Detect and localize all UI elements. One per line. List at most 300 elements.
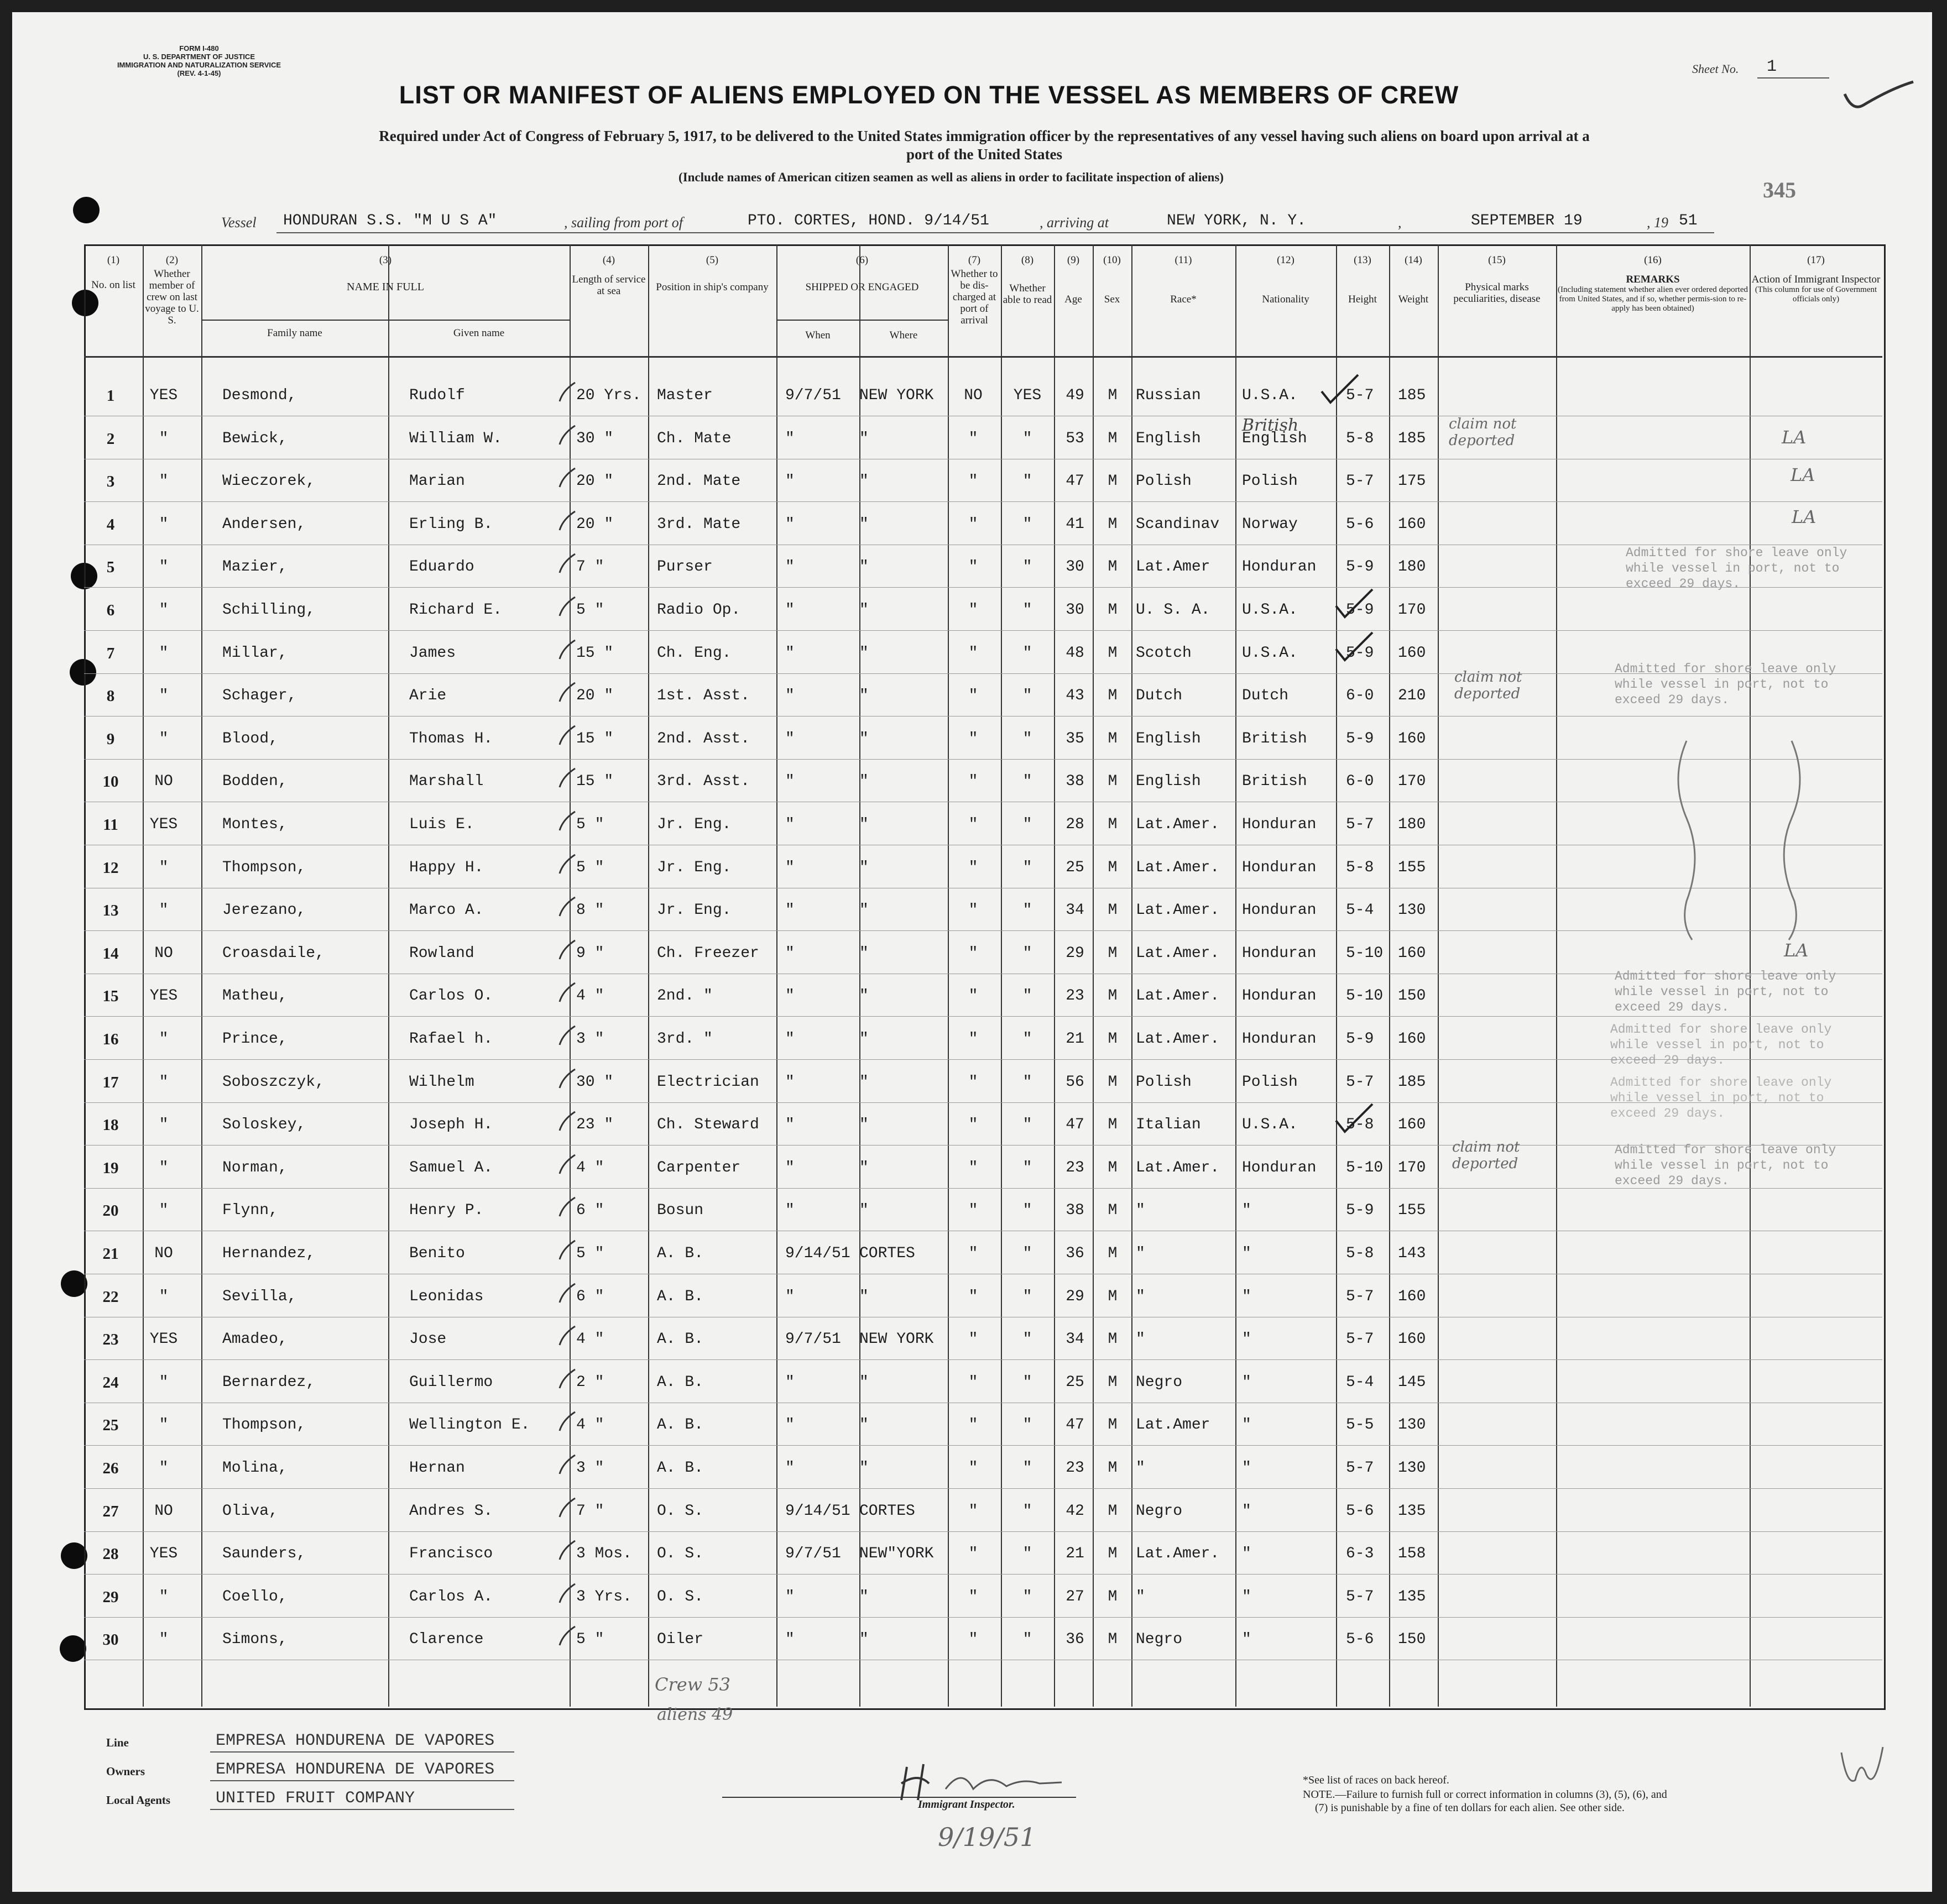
col-header-remarks: REMARKS — [1626, 274, 1680, 285]
cell-shipped-when: " — [785, 1031, 795, 1048]
tick-mark-icon — [555, 379, 577, 407]
cell-crew-last-voyage: " — [159, 515, 169, 533]
col-header-length-of-service: Length of service at sea — [572, 274, 646, 297]
cell-age: 38 — [1066, 773, 1084, 791]
cell-service-length: 20 " — [576, 473, 614, 490]
cell-nationality: " — [1242, 1460, 1251, 1477]
cell-discharged: " — [968, 644, 978, 662]
cell-sex: M — [1108, 1245, 1118, 1262]
cell-row-number: 30 — [102, 1631, 119, 1649]
cell-service-length: 20 Yrs. — [576, 387, 641, 404]
cell-position: A. B. — [657, 1245, 704, 1262]
cell-sex: M — [1108, 816, 1118, 833]
cell-service-length: 4 " — [576, 987, 604, 1005]
cell-family-name: Prince, — [222, 1031, 288, 1048]
cell-discharged: " — [968, 1331, 978, 1348]
cell-race: Polish — [1136, 473, 1192, 490]
cell-given-name: Thomas H. — [409, 730, 493, 747]
cell-race: " — [1136, 1460, 1145, 1477]
cell-age: 36 — [1066, 1245, 1084, 1262]
cell-discharged: " — [968, 687, 978, 705]
cell-race: Lat.Amer. — [1136, 944, 1220, 962]
cell-position: Carpenter — [657, 1159, 741, 1176]
tick-mark-icon — [555, 851, 577, 879]
cell-discharged: " — [968, 473, 978, 490]
cell-shipped-when: " — [785, 558, 795, 576]
cell-age: 47 — [1066, 1116, 1084, 1134]
check-mark-icon — [1333, 587, 1377, 620]
handwritten-aliens-count: aliens 49 — [657, 1705, 733, 1724]
cell-shipped-where: " — [859, 1631, 869, 1649]
cell-discharged: " — [968, 816, 978, 833]
tick-mark-icon — [555, 1452, 577, 1479]
cell-able-to-read: " — [1022, 1631, 1032, 1649]
cell-able-to-read: " — [1022, 730, 1032, 747]
cell-crew-last-voyage: NO — [154, 944, 173, 962]
cell-service-length: 23 " — [576, 1116, 614, 1134]
cell-row-number: 19 — [102, 1159, 119, 1177]
cell-discharged: " — [968, 902, 978, 919]
cell-discharged: NO — [964, 387, 983, 404]
cell-service-length: 4 " — [576, 1416, 604, 1434]
cell-shipped-when: " — [785, 1416, 795, 1434]
line-label: Line — [106, 1736, 129, 1749]
tick-mark-icon — [555, 1108, 577, 1136]
handwritten-initials: LA — [1792, 506, 1816, 527]
cell-sex: M — [1108, 902, 1118, 919]
column-divider — [1438, 244, 1439, 1707]
cell-row-number: 12 — [102, 859, 119, 877]
cell-nationality: Polish — [1242, 473, 1298, 490]
cell-row-number: 2 — [106, 430, 115, 448]
cell-nationality: British — [1242, 773, 1307, 791]
cell-family-name: Blood, — [222, 730, 278, 747]
cell-family-name: Soboszczyk, — [222, 1073, 325, 1091]
cell-row-number: 28 — [102, 1545, 119, 1563]
cell-position: Ch. Steward — [657, 1116, 759, 1134]
cell-able-to-read: " — [1022, 773, 1032, 791]
cell-discharged: " — [968, 1545, 978, 1563]
cell-row-number: 7 — [106, 644, 115, 662]
row-rule — [84, 1488, 1882, 1489]
cell-position: 2nd. Asst. — [657, 730, 750, 747]
cell-age: 34 — [1066, 1331, 1084, 1348]
cell-position: Electrician — [657, 1073, 759, 1091]
cell-row-number: 23 — [102, 1331, 119, 1349]
cell-family-name: Coello, — [222, 1588, 288, 1605]
cell-family-name: Bewick, — [222, 430, 288, 447]
cell-weight: 150 — [1398, 987, 1426, 1005]
cell-race: Lat.Amer. — [1136, 1545, 1220, 1563]
cell-weight: 160 — [1398, 1288, 1426, 1305]
cell-height: 5-7 — [1346, 387, 1374, 404]
cell-given-name: Arie — [409, 687, 447, 705]
cell-family-name: Soloskey, — [222, 1116, 306, 1134]
column-divider — [201, 244, 202, 1707]
cell-age: 38 — [1066, 1202, 1084, 1220]
cell-given-name: Clarence — [409, 1631, 484, 1649]
cell-height: 5-6 — [1346, 1502, 1374, 1520]
cell-weight: 130 — [1398, 1416, 1426, 1434]
cell-able-to-read: YES — [1013, 387, 1042, 404]
cell-sex: M — [1108, 387, 1118, 404]
cell-family-name: Molina, — [222, 1460, 288, 1477]
cell-nationality: U.S.A. — [1242, 1116, 1298, 1134]
tick-mark-icon — [555, 1623, 577, 1651]
cell-position: 2nd. " — [657, 987, 713, 1005]
handwritten-initials: LA — [1782, 427, 1807, 448]
cell-shipped-where: CORTES — [859, 1502, 915, 1520]
cell-race: English — [1136, 430, 1201, 447]
cell-discharged: " — [968, 1631, 978, 1649]
cell-service-length: 5 " — [576, 816, 604, 833]
cell-age: 34 — [1066, 902, 1084, 919]
cell-discharged: " — [968, 1073, 978, 1091]
cell-weight: 180 — [1398, 558, 1426, 576]
cell-age: 35 — [1066, 730, 1084, 747]
cell-age: 43 — [1066, 687, 1084, 705]
cell-crew-last-voyage: " — [159, 1373, 169, 1391]
cell-shipped-where: " — [859, 944, 869, 962]
cell-able-to-read: " — [1022, 1588, 1032, 1605]
handwritten-british: British — [1242, 416, 1299, 435]
cell-given-name: Guillermo — [409, 1373, 493, 1391]
cell-height: 5-7 — [1346, 1331, 1374, 1348]
cell-nationality: Honduran — [1242, 859, 1317, 876]
cell-nationality: " — [1242, 1373, 1251, 1391]
cell-age: 25 — [1066, 1373, 1084, 1391]
cell-height: 5-7 — [1346, 1460, 1374, 1477]
cell-sex: M — [1108, 1159, 1118, 1176]
cell-nationality: " — [1242, 1545, 1251, 1563]
cell-family-name: Bernardez, — [222, 1373, 316, 1391]
cell-service-length: 30 " — [576, 1073, 614, 1091]
cell-discharged: " — [968, 944, 978, 962]
cell-row-number: 15 — [102, 987, 119, 1006]
cell-family-name: Hernandez, — [222, 1245, 316, 1262]
cell-family-name: Saunders, — [222, 1545, 306, 1563]
cell-weight: 158 — [1398, 1545, 1426, 1563]
cell-able-to-read: " — [1022, 558, 1032, 576]
row-rule — [84, 759, 1882, 760]
column-divider — [1336, 244, 1337, 1707]
cell-row-number: 27 — [102, 1502, 119, 1520]
cell-family-name: Norman, — [222, 1159, 288, 1176]
cell-shipped-when: 9/7/51 — [785, 1331, 841, 1348]
corner-initials — [1836, 1741, 1891, 1797]
cell-family-name: Flynn, — [222, 1202, 278, 1220]
cell-race: Russian — [1136, 387, 1201, 404]
cell-nationality: Honduran — [1242, 558, 1317, 576]
column-divider — [948, 244, 949, 1707]
column-divider — [648, 244, 649, 1707]
cell-age: 48 — [1066, 644, 1084, 662]
cell-shipped-where: " — [859, 1116, 869, 1134]
cell-position: O. S. — [657, 1588, 704, 1605]
cell-crew-last-voyage: " — [159, 430, 169, 447]
col-header-when: When — [805, 329, 831, 341]
cell-service-length: 3 " — [576, 1460, 604, 1477]
cell-able-to-read: " — [1022, 1545, 1032, 1563]
cell-position: O. S. — [657, 1545, 704, 1563]
cell-nationality: " — [1242, 1288, 1251, 1305]
cell-height: 5-7 — [1346, 1588, 1374, 1605]
bracket-marks — [1648, 735, 1814, 945]
cell-shipped-when: 9/14/51 — [785, 1245, 850, 1262]
cell-shipped-when: " — [785, 1460, 795, 1477]
cell-given-name: Eduardo — [409, 558, 474, 576]
cell-race: Dutch — [1136, 687, 1183, 705]
cell-position: A. B. — [657, 1416, 704, 1434]
cell-given-name: James — [409, 644, 456, 662]
cell-age: 47 — [1066, 1416, 1084, 1434]
cell-given-name: Andres S. — [409, 1502, 493, 1520]
cell-race: Lat.Amer. — [1136, 1031, 1220, 1048]
cell-family-name: Montes, — [222, 816, 288, 833]
cell-row-number: 24 — [102, 1373, 119, 1392]
cell-race: Scotch — [1136, 644, 1192, 662]
cell-shipped-when: " — [785, 601, 795, 619]
cell-weight: 160 — [1398, 1116, 1426, 1134]
cell-shipped-where: " — [859, 687, 869, 705]
cell-race: Lat.Amer. — [1136, 816, 1220, 833]
cell-nationality: Dutch — [1242, 687, 1289, 705]
cell-service-length: 5 " — [576, 1245, 604, 1262]
cell-given-name: Leonidas — [409, 1288, 484, 1305]
cell-nationality: " — [1242, 1631, 1251, 1649]
cell-age: 23 — [1066, 1159, 1084, 1176]
cell-service-length: 20 " — [576, 687, 614, 705]
cell-service-length: 15 " — [576, 730, 614, 747]
row-rule — [84, 501, 1882, 502]
cell-shipped-when: " — [785, 430, 795, 447]
handwritten-claim: claim not deported — [1449, 416, 1517, 449]
cell-shipped-when: " — [785, 1116, 795, 1134]
cell-able-to-read: " — [1022, 473, 1032, 490]
cell-height: 5-6 — [1346, 1631, 1374, 1649]
cell-given-name: Wellington E. — [409, 1416, 530, 1434]
cell-weight: 170 — [1398, 601, 1426, 619]
cell-shipped-when: " — [785, 1588, 795, 1605]
cell-weight: 160 — [1398, 1331, 1426, 1348]
cell-able-to-read: " — [1022, 1373, 1032, 1391]
cell-able-to-read: " — [1022, 1331, 1032, 1348]
cell-nationality: " — [1242, 1416, 1251, 1434]
cell-position: Ch. Eng. — [657, 644, 732, 662]
cell-shipped-where: " — [859, 430, 869, 447]
date-comma: , — [1398, 215, 1402, 231]
cell-shipped-where: " — [859, 644, 869, 662]
races-note: *See list of races on back hereof. — [1303, 1774, 1449, 1786]
cell-age: 27 — [1066, 1588, 1084, 1605]
remarks-block: Admitted for shore leave only while vessel in port, not to exceed 29 days. — [1610, 1075, 1832, 1121]
cell-shipped-where: " — [859, 515, 869, 533]
cell-shipped-when: " — [785, 1631, 795, 1649]
cell-position: A. B. — [657, 1288, 704, 1305]
cell-age: 30 — [1066, 601, 1084, 619]
cell-sex: M — [1108, 473, 1118, 490]
cell-shipped-when: " — [785, 1202, 795, 1220]
cell-crew-last-voyage: " — [159, 730, 169, 747]
form-identifier: FORM I-480 U. S. DEPARTMENT OF JUSTICE IMMIGRATION AND NATURALIZATION SERVICE (REV. 4-1-45) — [117, 44, 281, 77]
cell-nationality: " — [1242, 1588, 1251, 1605]
cell-weight: 160 — [1398, 644, 1426, 662]
cell-service-length: 4 " — [576, 1159, 604, 1176]
cell-crew-last-voyage: " — [159, 902, 169, 919]
cell-shipped-when: " — [785, 902, 795, 919]
cell-race: Scandinav — [1136, 515, 1220, 533]
cell-crew-last-voyage: " — [159, 644, 169, 662]
cell-position: A. B. — [657, 1460, 704, 1477]
cell-position: 3rd. Mate — [657, 515, 741, 533]
cell-family-name: Thompson, — [222, 1416, 306, 1434]
cell-service-length: 7 " — [576, 558, 604, 576]
cell-sex: M — [1108, 1202, 1118, 1220]
cell-height: 5-9 — [1346, 558, 1374, 576]
inspector-label: Immigrant Inspector. — [918, 1798, 1015, 1811]
arriving-label: , arriving at — [1040, 215, 1109, 231]
cell-service-length: 3 Mos. — [576, 1545, 632, 1563]
col-header-where: Where — [889, 329, 918, 341]
check-mark-icon — [1333, 1102, 1377, 1135]
cell-sex: M — [1108, 558, 1118, 576]
cell-given-name: Jose — [409, 1331, 447, 1348]
col-header-given-name: Given name — [453, 327, 505, 339]
handwritten-initials: LA — [1791, 464, 1815, 485]
cell-nationality: Honduran — [1242, 987, 1317, 1005]
cell-sex: M — [1108, 1073, 1118, 1091]
cell-shipped-when: " — [785, 944, 795, 962]
cell-sex: M — [1108, 1460, 1118, 1477]
cell-nationality: " — [1242, 1331, 1251, 1348]
cell-age: 36 — [1066, 1631, 1084, 1649]
cell-height: 5-7 — [1346, 816, 1374, 833]
cell-weight: 135 — [1398, 1502, 1426, 1520]
cell-given-name: Richard E. — [409, 601, 503, 619]
cell-race: Lat.Amer. — [1136, 859, 1220, 876]
cell-nationality: English — [1242, 430, 1307, 447]
arriving-port: NEW YORK, N. Y. — [1167, 212, 1307, 229]
cell-sex: M — [1108, 1631, 1118, 1649]
cell-height: 5-4 — [1346, 1373, 1374, 1391]
cell-shipped-when: " — [785, 816, 795, 833]
cell-discharged: " — [968, 1031, 978, 1048]
tick-mark-icon — [555, 422, 577, 450]
tick-mark-icon — [555, 723, 577, 750]
cell-given-name: Marco A. — [409, 902, 484, 919]
cell-crew-last-voyage: YES — [149, 987, 178, 1005]
cell-weight: 155 — [1398, 1202, 1426, 1220]
cell-service-length: 15 " — [576, 773, 614, 791]
cell-discharged: " — [968, 1245, 978, 1262]
cell-family-name: Millar, — [222, 644, 288, 662]
handwritten-crew-count: Crew 53 — [655, 1674, 730, 1695]
cell-shipped-when: " — [785, 859, 795, 876]
cell-height: 5-10 — [1346, 944, 1384, 962]
cell-row-number: 17 — [102, 1073, 119, 1091]
cell-age: 56 — [1066, 1073, 1084, 1091]
col-header-weight: Weight — [1398, 294, 1429, 305]
cell-sex: M — [1108, 601, 1118, 619]
cell-height: 5-9 — [1346, 1031, 1374, 1048]
cell-race: Polish — [1136, 1073, 1192, 1091]
subheader-divider — [201, 320, 570, 321]
cell-age: 21 — [1066, 1545, 1084, 1563]
cell-sex: M — [1108, 1373, 1118, 1391]
row-rule — [84, 1574, 1882, 1575]
cell-height: 5-9 — [1346, 644, 1374, 662]
cell-age: 23 — [1066, 1460, 1084, 1477]
cell-shipped-where: " — [859, 773, 869, 791]
cell-service-length: 3 " — [576, 1031, 604, 1048]
check-mark-icon — [1318, 373, 1363, 406]
cell-sex: M — [1108, 1416, 1118, 1434]
cell-sex: M — [1108, 1288, 1118, 1305]
cell-nationality: Honduran — [1242, 1031, 1317, 1048]
cell-weight: 160 — [1398, 730, 1426, 747]
col-header-sex: Sex — [1104, 294, 1120, 305]
cell-sex: M — [1108, 730, 1118, 747]
cell-race: Negro — [1136, 1373, 1183, 1391]
cell-height: 6-3 — [1346, 1545, 1374, 1563]
col-header-inspector-action: Action of Immigrant Inspector — [1751, 274, 1881, 285]
cell-service-length: 5 " — [576, 859, 604, 876]
cell-able-to-read: " — [1022, 859, 1032, 876]
cell-shipped-where: NEW"YORK — [859, 1545, 934, 1563]
cell-sex: M — [1108, 1116, 1118, 1134]
cell-crew-last-voyage: " — [159, 1631, 169, 1649]
cell-able-to-read: " — [1022, 1116, 1032, 1134]
remarks-block: Admitted for shore leave only while vessel in port, not to exceed 29 days. — [1610, 1022, 1832, 1068]
cell-crew-last-voyage: " — [159, 601, 169, 619]
cell-nationality: British — [1242, 730, 1307, 747]
cell-nationality: " — [1242, 1245, 1251, 1262]
cell-position: 3rd. " — [657, 1031, 713, 1048]
cell-nationality: Norway — [1242, 515, 1298, 533]
cell-service-length: 5 " — [576, 1631, 604, 1649]
cell-discharged: " — [968, 1460, 978, 1477]
cell-shipped-when: " — [785, 1288, 795, 1305]
cell-race: " — [1136, 1588, 1145, 1605]
handwritten-claim: claim not deported — [1454, 669, 1522, 702]
cell-height: 5-9 — [1346, 601, 1374, 619]
cell-shipped-when: 9/7/51 — [785, 1545, 841, 1563]
col-header-name: NAME IN FULL — [347, 281, 424, 293]
cell-sex: M — [1108, 515, 1118, 533]
cell-service-length: 9 " — [576, 944, 604, 962]
cell-family-name: Oliva, — [222, 1502, 278, 1520]
handwritten-initials: LA — [1784, 940, 1809, 961]
cell-shipped-when: " — [785, 473, 795, 490]
cell-discharged: " — [968, 773, 978, 791]
col-header-crew-last-voyage: Whether member of crew on last voyage to U. S. — [145, 268, 199, 326]
cell-able-to-read: " — [1022, 1416, 1032, 1434]
cell-weight: 160 — [1398, 1031, 1426, 1048]
cell-given-name: William W. — [409, 430, 503, 447]
cell-discharged: " — [968, 1159, 978, 1176]
header-divider — [84, 356, 1882, 358]
cell-weight: 175 — [1398, 473, 1426, 490]
cell-able-to-read: " — [1022, 515, 1032, 533]
cell-weight: 135 — [1398, 1588, 1426, 1605]
cell-race: Lat.Amer — [1136, 558, 1210, 576]
cell-position: 1st. Asst. — [657, 687, 750, 705]
cell-shipped-where: " — [859, 1073, 869, 1091]
cell-shipped-where: " — [859, 1159, 869, 1176]
cell-row-number: 21 — [102, 1245, 119, 1263]
cell-position: A. B. — [657, 1373, 704, 1391]
cell-race: Negro — [1136, 1502, 1183, 1520]
